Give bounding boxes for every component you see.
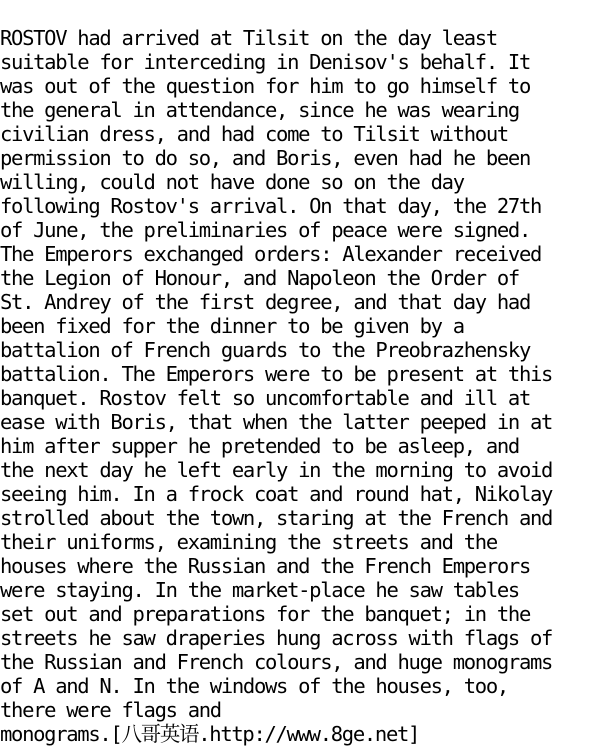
text-line: there were flags and [0, 698, 221, 722]
text-line: of June, the preliminaries of peace were signed. [0, 218, 531, 242]
text-line: ROSTOV had arrived at Tilsit on the day least [0, 26, 497, 50]
text-line: streets he saw draperies hung across with flags of [0, 626, 553, 650]
text-line: the Russian and French colours, and huge monograms [0, 650, 553, 674]
text-line: was out of the question for him to go himself to [0, 74, 531, 98]
text-line: St. Andrey of the first degree, and that day had [0, 290, 531, 314]
text-line: seeing him. In a frock coat and round hat, Nikolay [0, 482, 553, 506]
text-line: houses where the Russian and the French Emperors [0, 554, 531, 578]
text-line: him after supper he pretended to be asleep, and [0, 434, 519, 458]
text-line: the next day he left early in the morning to avoid [0, 458, 553, 482]
text-line: of A and N. In the windows of the houses, too, [0, 674, 508, 698]
text-line: willing, could not have done so on the day [0, 170, 464, 194]
text-line: The Emperors exchanged orders: Alexander received [0, 242, 542, 266]
text-line: following Rostov's arrival. On that day, the 27th [0, 194, 542, 218]
text-line: civilian dress, and had come to Tilsit without [0, 122, 508, 146]
text-line: monograms.[八哥英语.http://www.8ge.net] [0, 722, 420, 746]
text-line: banquet. Rostov felt so uncomfortable and ill at [0, 386, 531, 410]
text-line: were staying. In the market-place he saw tables [0, 578, 519, 602]
text-line: strolled about the town, staring at the French and [0, 506, 553, 530]
text-line: permission to do so, and Boris, even had he been [0, 146, 531, 170]
text-line: their uniforms, examining the streets and the [0, 530, 497, 554]
text-line: battalion of French guards to the Preobrazhensky [0, 338, 531, 362]
text-line: suitable for interceding in Denisov's behalf. It [0, 50, 531, 74]
text-line: been fixed for the dinner to be given by a [0, 314, 464, 338]
document-body [0, 26, 600, 746]
text-line: battalion. The Emperors were to be present at this [0, 362, 553, 386]
text-line: the general in attendance, since he was wearing [0, 98, 519, 122]
text-line: set out and preparations for the banquet; in the [0, 602, 531, 626]
text-line: the Legion of Honour, and Napoleon the Order of [0, 266, 519, 290]
text-line: ease with Boris, that when the latter peeped in at [0, 410, 553, 434]
